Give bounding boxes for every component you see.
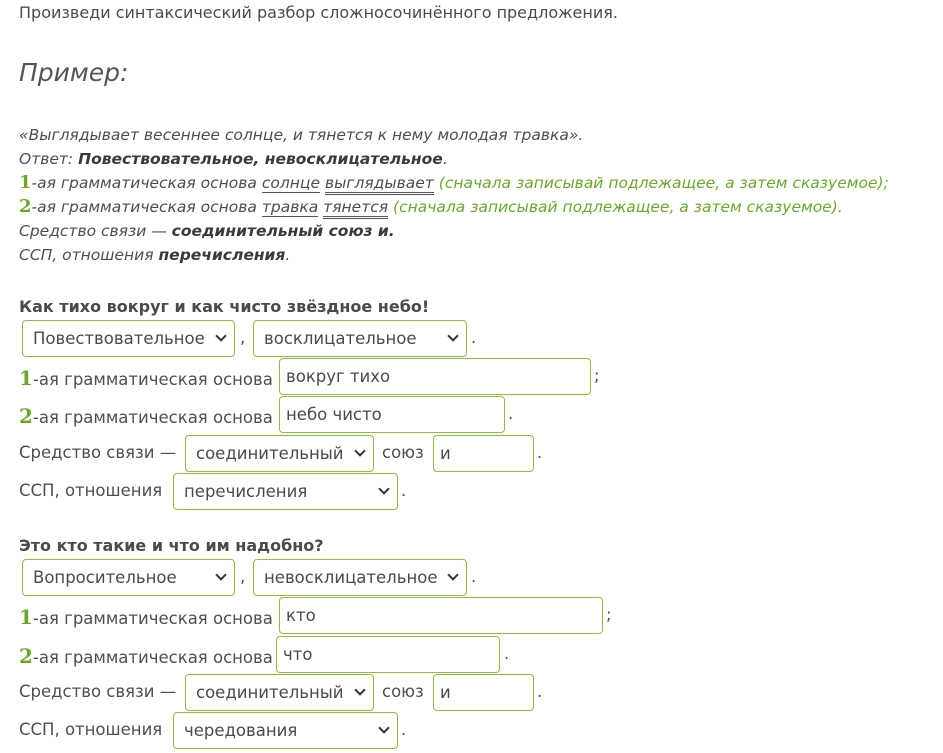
task2-type-select[interactable]: Вопросительное [22,559,235,596]
chevron-down-icon [447,330,458,341]
example-hint-2: (сначала записывай подлежащее, а затем сказуемое). [393,198,843,216]
example-answer-value: Повествовательное, невосклицательное [78,150,443,168]
task1-basis2-label: 2-ая грамматическая основа [19,404,273,428]
chevron-down-icon [378,722,389,733]
example-answer: Ответ: Повествовательное, невосклицательное. [19,150,448,168]
example-ssp: ССП, отношения перечисления. [19,246,291,264]
task1-relation-select[interactable]: перечисления [173,473,398,510]
example-hint-1: (сначала записывай подлежащее, а затем сказуемое); [438,174,889,192]
example-subject-1: солнце [261,174,320,192]
task2-soyuz-label: союз [382,682,424,701]
period: . [471,328,477,347]
chevron-down-icon [215,569,226,580]
period: . [471,567,477,586]
task2-conj-input[interactable]: и [433,674,534,711]
task2-basis2-input[interactable]: что [276,636,500,673]
period: . [537,682,543,701]
example-link: Средство связи — соединительный союз и. [19,222,395,240]
period: . [504,644,510,663]
task1-emotion-select[interactable]: восклицательное [253,320,467,357]
instruction-text: Произведи синтаксический разбор сложносочинённого предложения. [19,3,618,22]
semicolon: ; [606,605,612,624]
chevron-down-icon [354,684,365,695]
period: . [508,404,514,423]
task2-link-select[interactable]: соединительный [185,674,374,711]
task1-ssp-label: ССП, отношения [19,481,163,500]
task2-basis1-input[interactable]: кто [279,597,603,634]
task1-basis1-input[interactable]: вокруг тихо [279,358,591,395]
task1-soyuz-label: союз [382,443,424,462]
task1-link-label: Средство связи — [19,443,177,462]
chevron-down-icon [378,483,389,494]
task1-conj-input[interactable]: и [433,435,534,472]
task2-basis1-label: 1-ая грамматическая основа [19,605,273,629]
chevron-down-icon [215,330,226,341]
task2-link-label: Средство связи — [19,682,177,701]
example-subject-2: травка [261,198,319,216]
task1-basis1-label: 1-ая грамматическая основа [19,366,273,390]
task2-basis2-label: 2-ая грамматическая основа [19,644,273,668]
period: . [537,443,543,462]
chevron-down-icon [354,445,365,456]
comma: , [240,328,246,347]
example-predicate-2: тянется [323,198,388,219]
task1-basis2-input[interactable]: небо чисто [279,396,505,433]
task2-question: Это кто такие и что им надобно? [19,536,324,555]
example-predicate-1: выглядывает [325,174,434,195]
example-heading: Пример: [19,58,129,87]
task1-type-select[interactable]: Повествовательное [22,320,235,357]
example-sentence: «Выглядывает весеннее солнце, и тянется к нему молодая травка». [19,126,584,144]
example-basis-1: 1-ая грамматическая основа солнце выглядывает (сначала записывай подлежащее, а затем сказуемое); [19,172,889,193]
task2-relation-select[interactable]: чередования [173,712,398,749]
task1-question: Как тихо вокруг и как чисто звёздное небо! [19,297,430,316]
task1-link-select[interactable]: соединительный [185,435,374,472]
semicolon: ; [594,366,600,385]
chevron-down-icon [447,569,458,580]
task2-ssp-label: ССП, отношения [19,720,163,739]
comma: , [240,567,246,586]
example-basis-2: 2-ая грамматическая основа травка тянется (сначала записывай подлежащее, а затем сказуемое). [19,196,843,217]
task2-emotion-select[interactable]: невосклицательное [253,559,467,596]
period: . [401,720,407,739]
period: . [401,481,407,500]
